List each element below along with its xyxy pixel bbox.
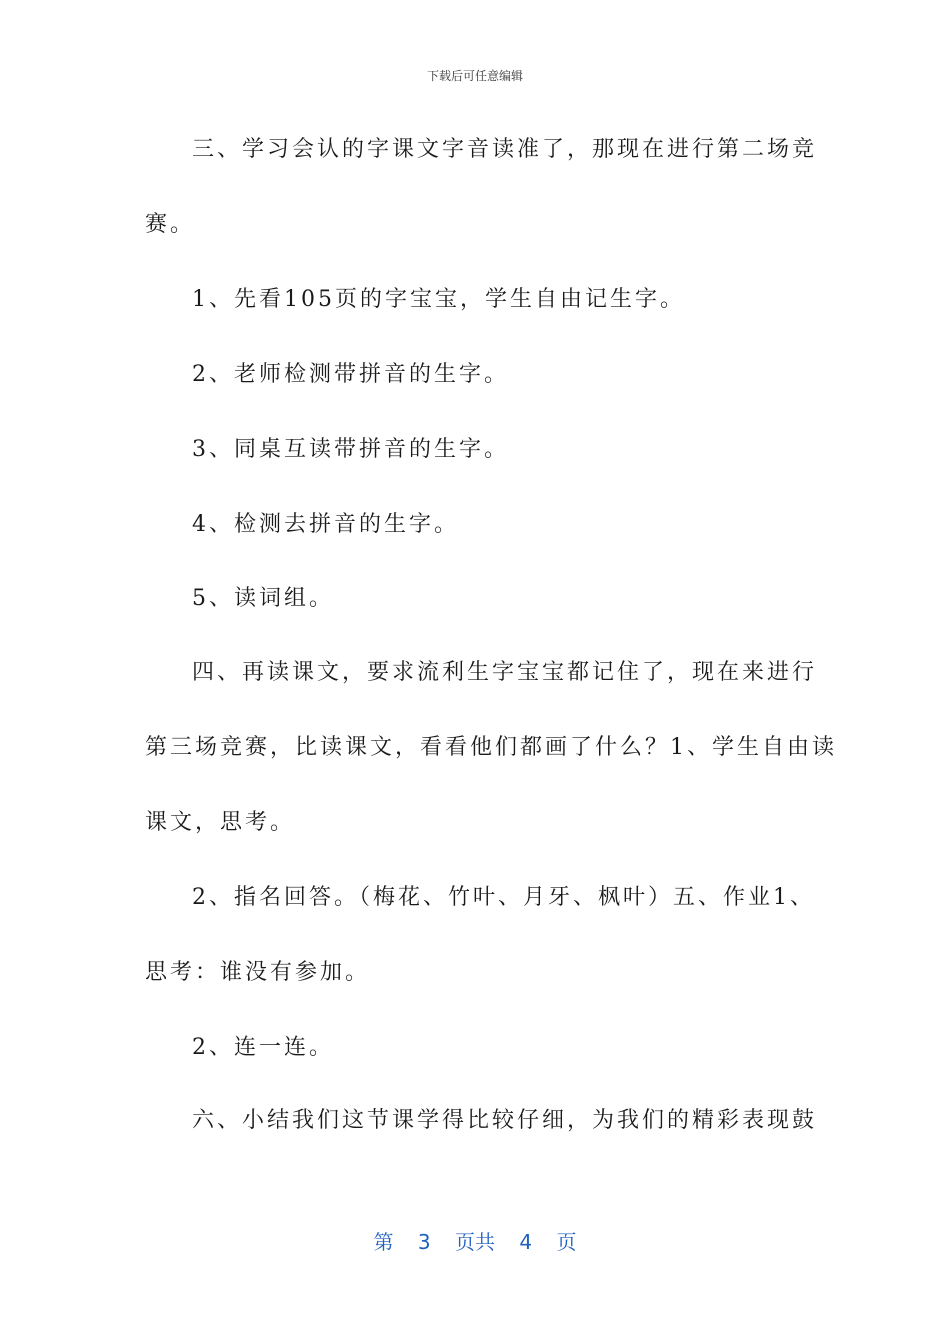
- text-line: 第三场竞赛，比读课文，看看他们都画了什么？1、学生自由读: [145, 735, 837, 760]
- text-line: 四、再读课文，要求流利生字宝宝都记住了，现在来进行: [192, 660, 818, 685]
- text-line: 3、同桌互读带拼音的生字。: [192, 437, 509, 462]
- text-line: 课文，思考。: [145, 810, 296, 835]
- footer-middle: 页共: [455, 1230, 495, 1254]
- text-line: 5、读词组。: [192, 586, 334, 611]
- text-line: 2、老师检测带拼音的生字。: [192, 362, 509, 387]
- footer-total-pages: 4: [519, 1230, 533, 1254]
- footer-current-page: 3: [417, 1230, 431, 1254]
- text-line: 1、先看105页的字宝宝，学生自由记生字。: [192, 287, 685, 312]
- text-line: 赛。: [145, 212, 196, 237]
- footer-suffix: 页: [556, 1230, 577, 1254]
- page-footer: [0, 1226, 950, 1255]
- footer-prefix: 第: [373, 1230, 394, 1254]
- text-line: 2、指名回答。（梅花、竹叶、月牙、枫叶）五、作业1、: [192, 885, 815, 910]
- text-line: 思考：谁没有参加。: [145, 960, 371, 985]
- text-line: 4、检测去拼音的生字。: [192, 512, 459, 537]
- text-line: 2、连一连。: [192, 1035, 334, 1060]
- text-line: 六、小结我们这节课学得比较仔细，为我们的精彩表现鼓: [192, 1108, 818, 1133]
- page-header: 下载后可任意编辑: [426, 69, 523, 83]
- text-line: 三、学习会认的字课文字音读准了，那现在进行第二场竞: [192, 137, 818, 162]
